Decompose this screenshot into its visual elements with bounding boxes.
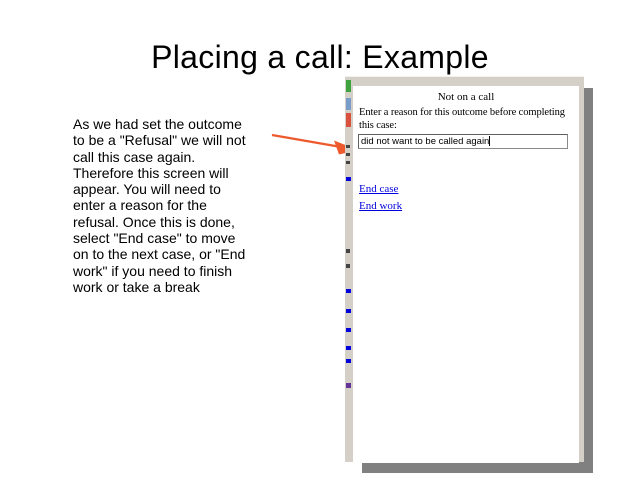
page-links [359, 181, 579, 215]
reason-input-value: did not want to be called again [361, 136, 490, 147]
end-work-link[interactable]: End work [359, 200, 403, 212]
clipped-link-fragment [346, 289, 351, 293]
body-line: work or take a break [73, 278, 200, 295]
body-line: refusal. Once this is done, [73, 213, 235, 230]
not-on-call-page [353, 86, 579, 463]
reason-input[interactable] [358, 134, 568, 149]
clipped-link-fragment [346, 328, 351, 332]
clipped-blue-icon [346, 98, 351, 110]
clipped-green-icon [346, 80, 351, 92]
body-line: As we had set the outcome [73, 116, 242, 132]
screenshot-shadow-bottom [362, 462, 593, 473]
clipped-text-fragment [346, 249, 350, 253]
slide-body-text [73, 116, 246, 295]
text-caret-icon [489, 136, 490, 146]
clipped-text-fragment [346, 145, 350, 148]
end-case-link[interactable]: End case [359, 183, 399, 195]
body-line: on to the next case, or "End [73, 246, 246, 263]
arrow-line [272, 135, 341, 147]
clipped-link-fragment [346, 177, 351, 181]
clipped-text-fragment [346, 264, 350, 268]
page-title: Placing a call: Example [151, 39, 489, 75]
body-line: enter a reason for the [73, 197, 207, 214]
body-line: call this case again. [73, 148, 196, 165]
clipped-link-fragment [346, 309, 351, 313]
body-line: work" if you need to finish [73, 262, 233, 279]
screenshot-shadow-right [584, 88, 593, 473]
clipped-red-icon [346, 113, 351, 127]
clipped-text-fragment [346, 153, 350, 156]
body-line: to be a "Refusal" we will not [73, 132, 246, 149]
clipped-text-fragment [346, 161, 350, 164]
clipped-link-fragment [346, 346, 351, 350]
clipped-visited-link-fragment [346, 383, 351, 388]
reason-prompt: Enter a reason for this outcome before completing this case: [359, 107, 565, 131]
body-line: select "End case" to move [73, 230, 236, 247]
embedded-screenshot-window [345, 76, 584, 462]
body-line: appear. You will need to [73, 181, 221, 198]
page-heading: Not on a call [437, 91, 495, 103]
clipped-link-fragment [346, 359, 351, 363]
body-line: Therefore this screen will [73, 164, 229, 181]
